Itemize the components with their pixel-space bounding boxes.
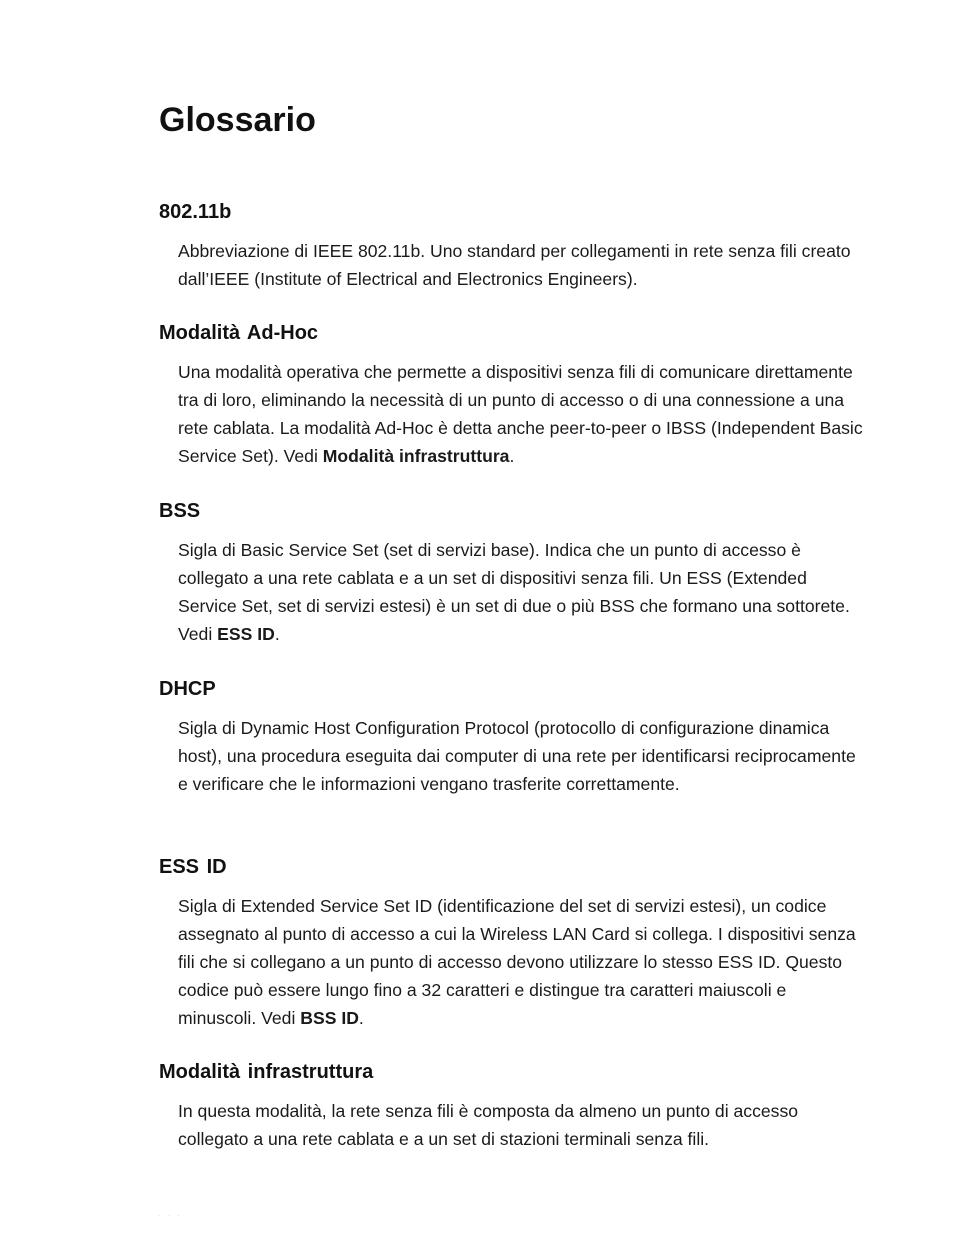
glossary-definition <box>178 237 868 293</box>
see-suffix: . <box>274 624 280 644</box>
glossary-term: Modalità infrastruttura <box>159 1061 374 1083</box>
glossary-definition <box>178 714 868 798</box>
glossary-term: 802.11b <box>159 201 232 223</box>
definition-text: Abbreviazione di IEEE 802.11b. Uno standard per collegamenti in rete senza fili creato dall’IEEE (Institute of Electrical and Electronics Engineers). <box>178 241 851 289</box>
see-prefix: Vedi <box>278 446 323 466</box>
definition-text: Sigla di Dynamic Host Configuration Protocol (protocollo di configurazione dinamica host), una procedura eseguita dai computer di una rete per identificarsi reciprocamente e verificare che le informazioni vengano trasferite correttamente. <box>178 718 856 794</box>
definition-text: Sigla di Basic Service Set (set di servizi base). Indica che un punto di accesso è collegato a una rete cablata e a un set di dispositivi senza fili. Un ESS (Extended Service Set, set di servizi estesi) è un set di due o più BSS che formano una sottorete. <box>178 540 850 616</box>
see-also-link[interactable]: BSS ID <box>300 1008 359 1028</box>
see-prefix: Vedi <box>256 1008 301 1028</box>
glossary-definition <box>178 358 868 470</box>
definition-text: Una modalità operativa che permette a dispositivi senza fili di comunicare direttamente tra di loro, eliminando la necessità di un punto di accesso o di una connessione a una rete cablata. La modalità Ad-Hoc è detta anche peer-to-peer o IBSS (Independent Basic Service Set). <box>178 362 863 466</box>
footer-mark: . . . <box>159 1212 183 1218</box>
see-suffix: . <box>358 1008 364 1028</box>
see-also-link[interactable]: Modalità infrastruttura <box>322 446 510 466</box>
see-suffix: . <box>509 446 515 466</box>
glossary-term: Modalità Ad-Hoc <box>159 322 319 344</box>
glossary-term: ESS ID <box>159 856 227 878</box>
definition-text: In questa modalità, la rete senza fili è composta da almeno un punto di accesso collegato a una rete cablata e a un set di stazioni terminali senza fili. <box>178 1101 799 1149</box>
definition-text: Sigla di Extended Service Set ID (identificazione del set di servizi estesi), un codice assegnato al punto di accesso a cui la Wireless LAN Card si collega. I dispositivi senza fili che si collegano a un punto di accesso devono utilizzare lo stesso ESS ID. Questo codice può essere lungo fino a 32 caratteri e distingue tra caratteri maiuscoli e minuscoli. <box>178 896 856 1028</box>
glossary-term: DHCP <box>159 678 216 700</box>
page-title: Glossario <box>159 101 316 139</box>
glossary-definition <box>178 536 868 648</box>
see-prefix: Vedi <box>178 624 218 644</box>
glossary-definition <box>178 1097 868 1153</box>
glossary-definition <box>178 892 868 1032</box>
see-also-link[interactable]: ESS ID <box>217 624 275 644</box>
glossary-term: BSS <box>159 500 201 522</box>
